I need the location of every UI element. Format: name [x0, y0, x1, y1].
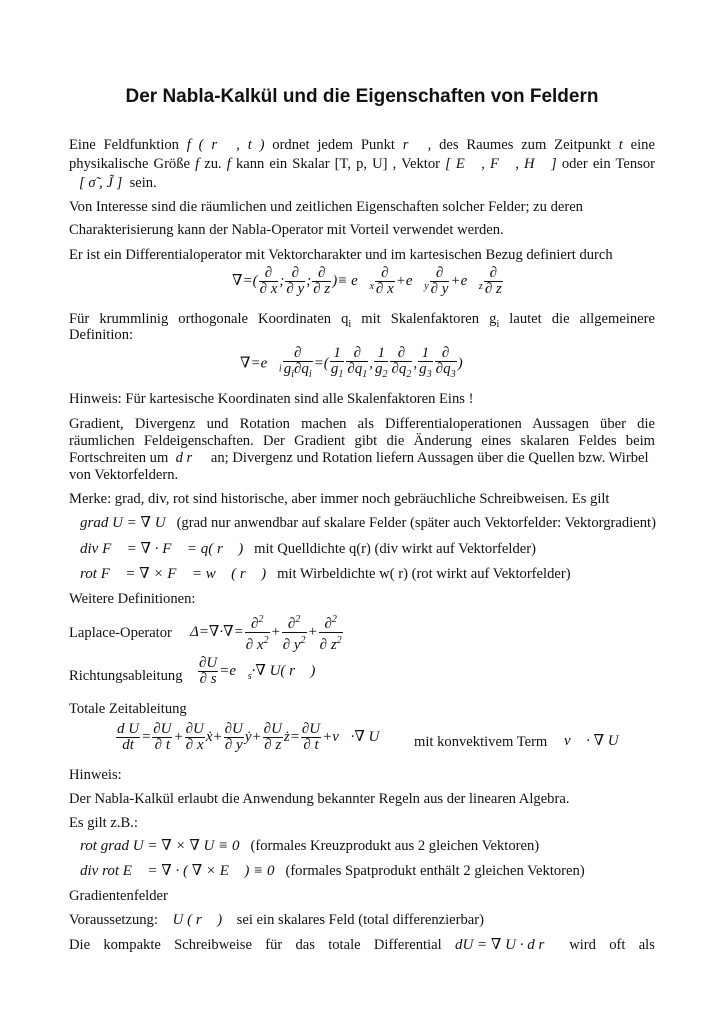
para-feldfunktion-line2: [69, 155, 655, 173]
equation-grad: grad U = ∇ U: [80, 515, 166, 531]
rot-grad-note: (formales Kreuzprodukt aus 2 gleichen Vektoren): [250, 838, 540, 854]
hint-label: Hinweis:: [69, 767, 122, 783]
equation-rot-grad: rot grad U = ∇ × ∇ U ≡ 0: [80, 838, 240, 854]
label-richtungsableitung: Richtungsableitung: [69, 668, 183, 684]
equation-div: div F⃗ = ∇ · F⃗ = q( r⃗ ): [80, 541, 244, 557]
text: , des Raumes zum Zeitpunkt: [427, 137, 611, 153]
text: mit Skalenfaktoren g: [361, 311, 497, 327]
math-f: f: [226, 156, 231, 172]
para-interesse-line2: Charakterisierung kann der Nabla-Operator mit Vorteil verwendet werden.: [69, 222, 504, 238]
word: oft: [609, 937, 626, 953]
grad-line: [80, 514, 656, 532]
para-gradient-line1: Gradient, Divergenz und Rotation machen als Differentialoperationen Aussagen über die: [69, 416, 655, 432]
label-laplace: Laplace-Operator: [69, 625, 172, 641]
math-vectors: [ E⃗ , F⃗ , H⃗ ]: [445, 156, 557, 172]
text: Eine Feldfunktion: [69, 137, 179, 153]
math-f-r-t: f ( r⃗ , t ): [186, 137, 265, 153]
para-gradient-line4: von Vektorfeldern.: [69, 467, 179, 483]
rot-line: [80, 565, 571, 583]
word: Schreibweise: [174, 937, 252, 953]
word: wird: [569, 937, 596, 953]
para-operator: Er ist ein Differentialoperator mit Vektorcharakter und im kartesischen Bezug definiert durch: [69, 247, 613, 263]
word: kompakte: [103, 937, 161, 953]
text: lautet die allgemeinere: [509, 311, 655, 327]
para-feldfunktion-line1: [69, 136, 655, 154]
text: ordnet jedem Punkt: [272, 137, 395, 153]
text: Voraussetzung:: [69, 912, 158, 928]
konvektiv-text: mit konvektivem Term: [414, 734, 548, 750]
para-gradient-line2: räumlichen Feldeigenschaften. Der Gradient gibt die Änderung eines skalaren Feldes beim: [69, 433, 655, 449]
math-f: f: [195, 156, 200, 172]
text: sein.: [129, 175, 157, 191]
label-totale-zeitableitung: Totale Zeitableitung: [69, 701, 187, 717]
text: an; Divergenz und Rotation liefern Aussagen über die Quellen bzw. Wirbel: [210, 450, 649, 466]
label-zb: Es gilt z.B.:: [69, 815, 138, 831]
word: Differential: [373, 937, 442, 953]
word: das: [295, 937, 315, 953]
equation-richtungsableitung: $\frac{\partial U}{\partial s}$ $=e⃗_s\cdot\nabla$ U( r⃗ ): [199, 655, 316, 687]
equation-rot: rot F⃗ = ∇ × F⃗ = w⃗ ( r⃗ ): [80, 566, 267, 582]
last-line: [69, 936, 655, 954]
math-tensor: [ σ̃ , J̃ ]: [79, 175, 123, 191]
equation-konvektiv: v⃗ · ∇ U: [564, 733, 619, 749]
equation-laplace: Δ=∇·∇= $\frac{\partial^2}{\partial x^2}$ + $\frac{\partial^2}{\partial y^2}$ + $\frac{\partial^2}{\partial z^2}$: [190, 614, 342, 653]
text: oder ein Tensor: [561, 156, 655, 172]
para-gradient-line3: [69, 449, 649, 467]
div-line: [80, 540, 536, 558]
para-nabla-kalkuel: Der Nabla-Kalkül erlaubt die Anwendung bekannter Regeln aus der linearen Algebra.: [69, 791, 570, 807]
word: totale: [328, 937, 361, 953]
math-dr: d r⃗: [175, 450, 204, 466]
div-note: mit Quelldichte q(r) (div wirkt auf Vektorfelder): [254, 541, 536, 557]
definition-label: Definition:: [69, 327, 134, 343]
equation-nabla-cartesian: ∇=( ∂ ∂ x ; ∂ ∂ y ; ∂ ∂ z )≡ $e⃗_x$ ∂ ∂ x $+e⃗_y$ ∂ ∂ y $+e⃗_z$ ∂ ∂ z: [232, 265, 502, 297]
heading-weitere: Weitere Definitionen:: [69, 591, 196, 607]
para-interesse-line1: Von Interesse sind die räumlichen und zeitlichen Eigenschaften solcher Felder; zu deren: [69, 199, 583, 215]
math-r: r⃗: [402, 137, 420, 153]
text: sei ein skalares Feld (total differenzierbar): [236, 912, 484, 928]
equation-total-differential: dU = ∇ U · d r⃗: [454, 937, 556, 953]
div-rot-line: [80, 862, 585, 880]
grad-note: (grad nur anwendbar auf skalare Felder (später auch Vektorfelder: Vektorgradient): [176, 515, 656, 531]
voraussetzung-line: [69, 911, 484, 929]
math-t: t: [618, 137, 623, 153]
math-U-r: U ( r⃗ ): [172, 912, 223, 928]
text: Fortschreiten um: [69, 450, 169, 466]
word: für: [265, 937, 283, 953]
text: Für krummlinig orthogonale Koordinaten q: [69, 311, 349, 327]
equation-div-rot: div rot E⃗ = ∇ · ( ∇ × E⃗ ) ≡ 0: [80, 863, 275, 879]
equation-nabla-general: $\nabla=e⃗_i$ ∂ $g_i\partial q_i$ =( $\frac{1}{g_1}$ ∂ $\partial q_1$ , $\frac{1}{g_2}$ ∂ $\partial q_2$ , $\frac{1}{g_3}$ ∂ $\partial q_3$ ): [240, 345, 463, 380]
page-title: Der Nabla-Kalkül und die Eigenschaften von Feldern: [125, 86, 599, 107]
rot-note: mit Wirbeldichte w( r) (rot wirkt auf Vektorfelder): [277, 566, 571, 582]
para-feldfunktion-line3: [79, 174, 157, 192]
subscript: i: [496, 318, 500, 330]
text: physikalische Größe: [69, 156, 190, 172]
word: Die: [69, 937, 91, 953]
para-merke: Merke: grad, div, rot sind historische, aber immer noch gebräuchliche Schreibweisen. Es gilt: [69, 491, 610, 507]
text: kann ein Skalar [T, p, U] , Vektor: [235, 156, 441, 172]
heading-gradientenfelder: Gradientenfelder: [69, 888, 168, 904]
rot-grad-line: [80, 837, 539, 855]
word: als: [638, 937, 655, 953]
div-rot-note: (formales Spatprodukt enthält 2 gleichen Vektoren): [285, 863, 585, 879]
subscript: i: [348, 318, 352, 330]
para-krummlinig: [69, 310, 655, 334]
text: zu.: [204, 156, 222, 172]
hint-scale-factors: Hinweis: Für kartesische Koordinaten sind alle Skalenfaktoren Eins !: [69, 391, 474, 407]
equation-total-derivative: $\frac{\text{d U}}{dt}$ = $\frac{\partial U}{\partial t}$ + $\frac{\partial U}{\partial x}$ ẋ+ $\frac{\partial U}{\partial y}$ ẏ+ $\frac{\partial U}{\partial z}$ ż= $\frac{\partial U}{\partial t}$ +v⃗·∇ U: [117, 721, 380, 753]
text: eine: [630, 137, 655, 153]
